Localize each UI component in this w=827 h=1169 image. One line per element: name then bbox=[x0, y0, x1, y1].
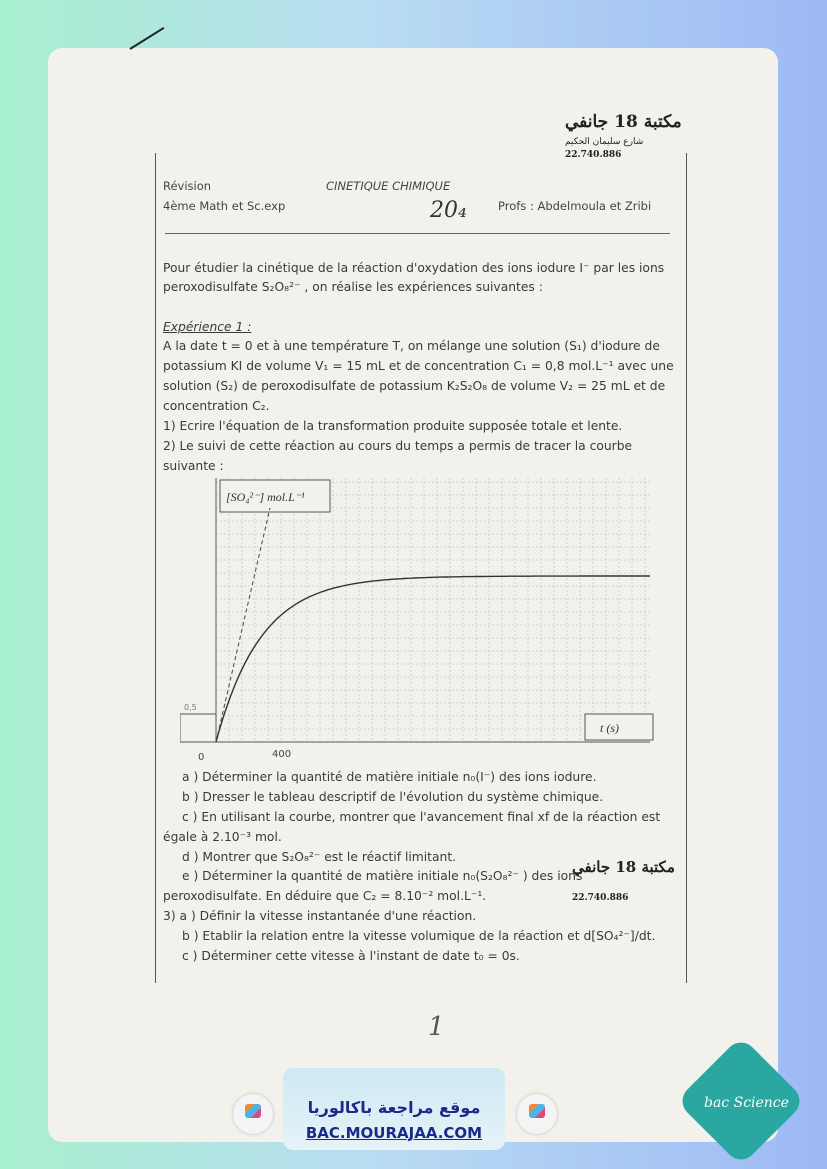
experience-line: 1) Ecrire l'équation de la transformation produite supposée totale et lente. bbox=[163, 419, 623, 433]
x-tick-label: 400 bbox=[272, 749, 292, 760]
bac-science-text: bac Science bbox=[704, 1095, 789, 1111]
experience-title: Expérience 1 : bbox=[163, 320, 252, 334]
site-banner[interactable] bbox=[283, 1068, 505, 1150]
question-c-cont: égale à 2.10⁻³ mol. bbox=[163, 830, 282, 844]
logo-icon bbox=[529, 1104, 545, 1118]
header-class: 4ème Math et Sc.exp bbox=[163, 199, 286, 213]
experience-line: solution (S₂) de peroxodisulfate de potassium K₂S₂O₈ de volume V₂ = 25 mL et de bbox=[163, 379, 666, 393]
header-title: CINETIQUE CHIMIQUE bbox=[326, 179, 451, 193]
experience-line: potassium KI de volume V₁ = 15 mL et de concentration C₁ = 0,8 mol.L⁻¹ avec une bbox=[163, 359, 674, 373]
experience-line: A la date t = 0 et à une température T, on mélange une solution (S₁) d'iodure de bbox=[163, 339, 660, 353]
intro-line-2: peroxodisulfate S₂O₈²⁻ , on réalise les expériences suivantes : bbox=[163, 280, 543, 294]
y-axis-label: [SO₄²⁻] mol.L⁻¹ bbox=[226, 490, 305, 504]
stamp-mid-name: مكتبة 18 جانفي bbox=[572, 858, 675, 876]
stamp-top-phone: 22.740.886 bbox=[565, 150, 622, 160]
concentration-chart bbox=[180, 478, 655, 768]
chart-grid bbox=[216, 478, 650, 742]
header-rule bbox=[165, 233, 670, 234]
experience-line: concentration C₂. bbox=[163, 399, 270, 413]
question-a: a ) Déterminer la quantité de matière initiale n₀(I⁻) des ions iodure. bbox=[182, 770, 597, 784]
question-d: d ) Montrer que S₂O₈²⁻ est le réactif limitant. bbox=[182, 850, 457, 864]
site-logo-right bbox=[517, 1094, 557, 1134]
x-tick-label: 0 bbox=[198, 752, 205, 763]
xlabel-box bbox=[585, 714, 653, 740]
page-number: 1 bbox=[428, 1012, 445, 1042]
intro-line-1: Pour étudier la cinétique de la réaction d'oxydation des ions iodure I⁻ par les ions bbox=[163, 261, 665, 275]
question-e-cont: peroxodisulfate. En déduire que C₂ = 8.10⁻² mol.L⁻¹. bbox=[163, 889, 487, 903]
experience-line: 2) Le suivi de cette réaction au cours du temps a permis de tracer la courbe bbox=[163, 439, 633, 453]
experience-line: suivante : bbox=[163, 459, 224, 473]
question-3b: b ) Etablir la relation entre la vitesse volumique de la réaction et d[SO₄²⁻]/dt. bbox=[182, 929, 656, 943]
stamp-top-name: مكتبة 18 جانفي bbox=[565, 112, 682, 132]
logo-icon bbox=[245, 1104, 261, 1118]
question-3a: 3) a ) Définir la vitesse instantanée d'une réaction. bbox=[163, 909, 477, 923]
question-c: c ) En utilisant la courbe, montrer que l'avancement final xf de la réaction est bbox=[182, 810, 661, 824]
header-number: 20₄ bbox=[430, 198, 467, 223]
site-logo-left bbox=[233, 1094, 273, 1134]
header-profs: Profs : Abdelmoula et Zribi bbox=[498, 199, 652, 213]
stamp-mid-phone: 22.740.886 bbox=[572, 893, 629, 903]
site-link[interactable]: BAC.MOURAJAA.COM bbox=[305, 1124, 483, 1142]
question-3c: c ) Déterminer cette vitesse à l'instant de date t₀ = 0s. bbox=[182, 949, 520, 963]
header-revision: Révision bbox=[163, 179, 212, 193]
origin-box bbox=[180, 714, 216, 742]
x-axis-label: t (s) bbox=[600, 721, 619, 735]
stamp-top-line: شارع سليمان الحكيم bbox=[565, 137, 644, 147]
question-e: e ) Déterminer la quantité de matière initiale n₀(S₂O₈²⁻ ) des ions bbox=[182, 869, 583, 883]
y-tick-label: 0,5 bbox=[184, 703, 197, 712]
site-name-arabic: موقع مراجعة باكالوريا bbox=[307, 1098, 481, 1117]
question-b: b ) Dresser le tableau descriptif de l'évolution du système chimique. bbox=[182, 790, 604, 804]
corner-mark bbox=[129, 27, 164, 50]
